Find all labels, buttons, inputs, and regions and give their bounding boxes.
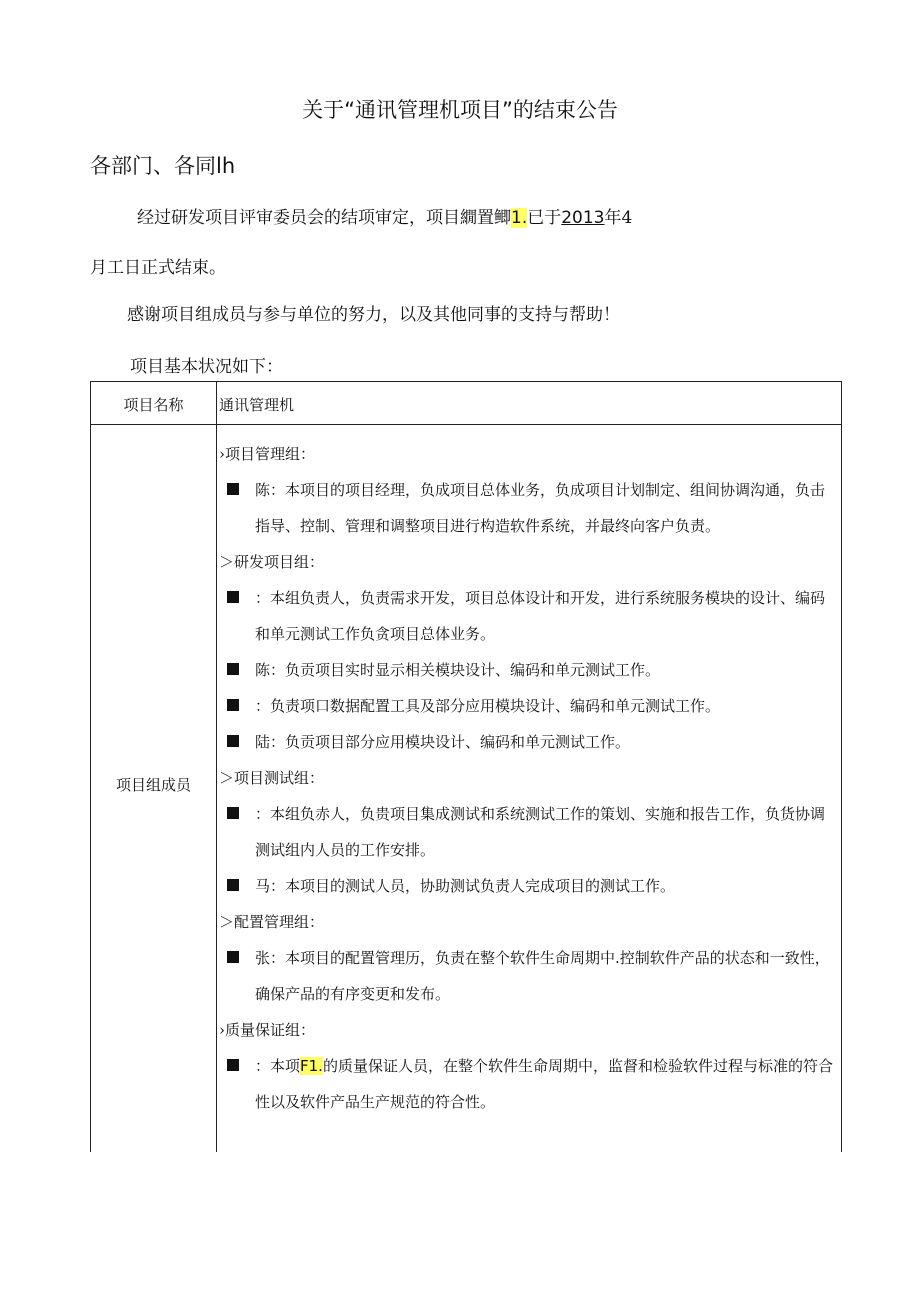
- square-bullet-icon: [227, 699, 239, 711]
- group-heading: ＞研发项目组：: [219, 553, 325, 571]
- member-text: ：本组负责人，负责需求开发，项目总体设计和开发，进行系统服务模块的设计、编码和单元测试工作负贪项目总体业务。: [255, 589, 826, 643]
- highlighted-text: F1.: [300, 1057, 323, 1075]
- member-text: 张：本项目的配置管理历，负责在整个软件生命周期中.控制软件产品的状态和一致性，确保产品的有序变更和发布。: [255, 949, 830, 1003]
- member-item: [217, 724, 841, 760]
- member-item: [217, 796, 841, 868]
- member-text-post: 的质量保证人员，在整个软件生命周期中，监督和检验软件过程与标准的符合性以及软件产品生产规范的符合性。: [255, 1057, 833, 1111]
- group-heading: ＞项目测试组：: [219, 769, 325, 787]
- square-bullet-icon: [227, 591, 239, 603]
- member-item: [217, 580, 841, 652]
- table-intro: 项目基本状况如下：: [130, 357, 283, 377]
- member-text: 马：本项目的测试人员，协助测试负责人完成项目的测试工作。: [255, 877, 676, 895]
- member-item: [217, 688, 841, 724]
- project-name-label: 项目名称: [123, 396, 184, 414]
- group-heading: ›质量保证组：: [219, 1021, 315, 1039]
- highlighted-text: 1.: [511, 208, 528, 228]
- intro-text-2: 已于: [527, 208, 562, 228]
- member-text: 陈：本项目的项目经理，负成项目总体业务，负成项目计划制定、组间协调沟通，负击指导、控制、管理和调整项目进行构造软件系统，并最终向客户负责。: [255, 481, 826, 535]
- group-heading: ›项目管理组：: [219, 445, 315, 463]
- project-info-table: [90, 381, 842, 1152]
- member-item: [217, 1048, 841, 1120]
- project-members-content: [217, 436, 841, 1120]
- square-bullet-icon: [227, 951, 239, 963]
- project-members-label: 项目组成员: [115, 776, 191, 794]
- square-bullet-icon: [227, 735, 239, 747]
- square-bullet-icon: [227, 483, 239, 495]
- square-bullet-icon: [227, 1059, 239, 1071]
- intro-text-3: 年4: [604, 208, 633, 228]
- intro-paragraph-line2: 月工日正式结束。: [90, 258, 226, 278]
- member-text: 陈：负贡项目实时显示相关模块设计、编码和单元测试工作。: [255, 661, 661, 679]
- intro-year: 2013: [561, 208, 605, 228]
- member-item: [217, 868, 841, 904]
- square-bullet-icon: [227, 879, 239, 891]
- member-item: [217, 940, 841, 1012]
- group-heading: ＞配置管理组：: [219, 913, 325, 931]
- thanks-paragraph: 感谢项目组成员与参与单位的努力，以及其他同事的支持与帮助！: [127, 305, 620, 325]
- salutation: 各部门、各同lh: [90, 154, 236, 178]
- intro-paragraph: [137, 206, 632, 230]
- page-title: 关于“通讯管理机项目”的结束公告: [302, 98, 618, 122]
- member-text: ：负责项口数据配置工具及部分应用模块设计、编码和单元测试工作。: [255, 697, 721, 715]
- square-bullet-icon: [227, 663, 239, 675]
- project-name-value: 通讯管理机: [219, 396, 295, 414]
- member-item: [217, 472, 841, 544]
- square-bullet-icon: [227, 807, 239, 819]
- member-item: [217, 652, 841, 688]
- member-text: ：本组负赤人，负贵项目集成测试和系统测试工作的策划、实施和报告工作，负货协调测试组内人员的工作安排。: [255, 805, 826, 859]
- intro-text-1: 经过研发项目评审委员会的结项审定，项目繝置鲫: [137, 208, 511, 228]
- member-text-pre: ：本项: [255, 1057, 301, 1075]
- table-row-divider: [91, 424, 841, 425]
- member-text: 陆：负贡项目部分应用模块设计、编码和单元测试工作。: [255, 733, 631, 751]
